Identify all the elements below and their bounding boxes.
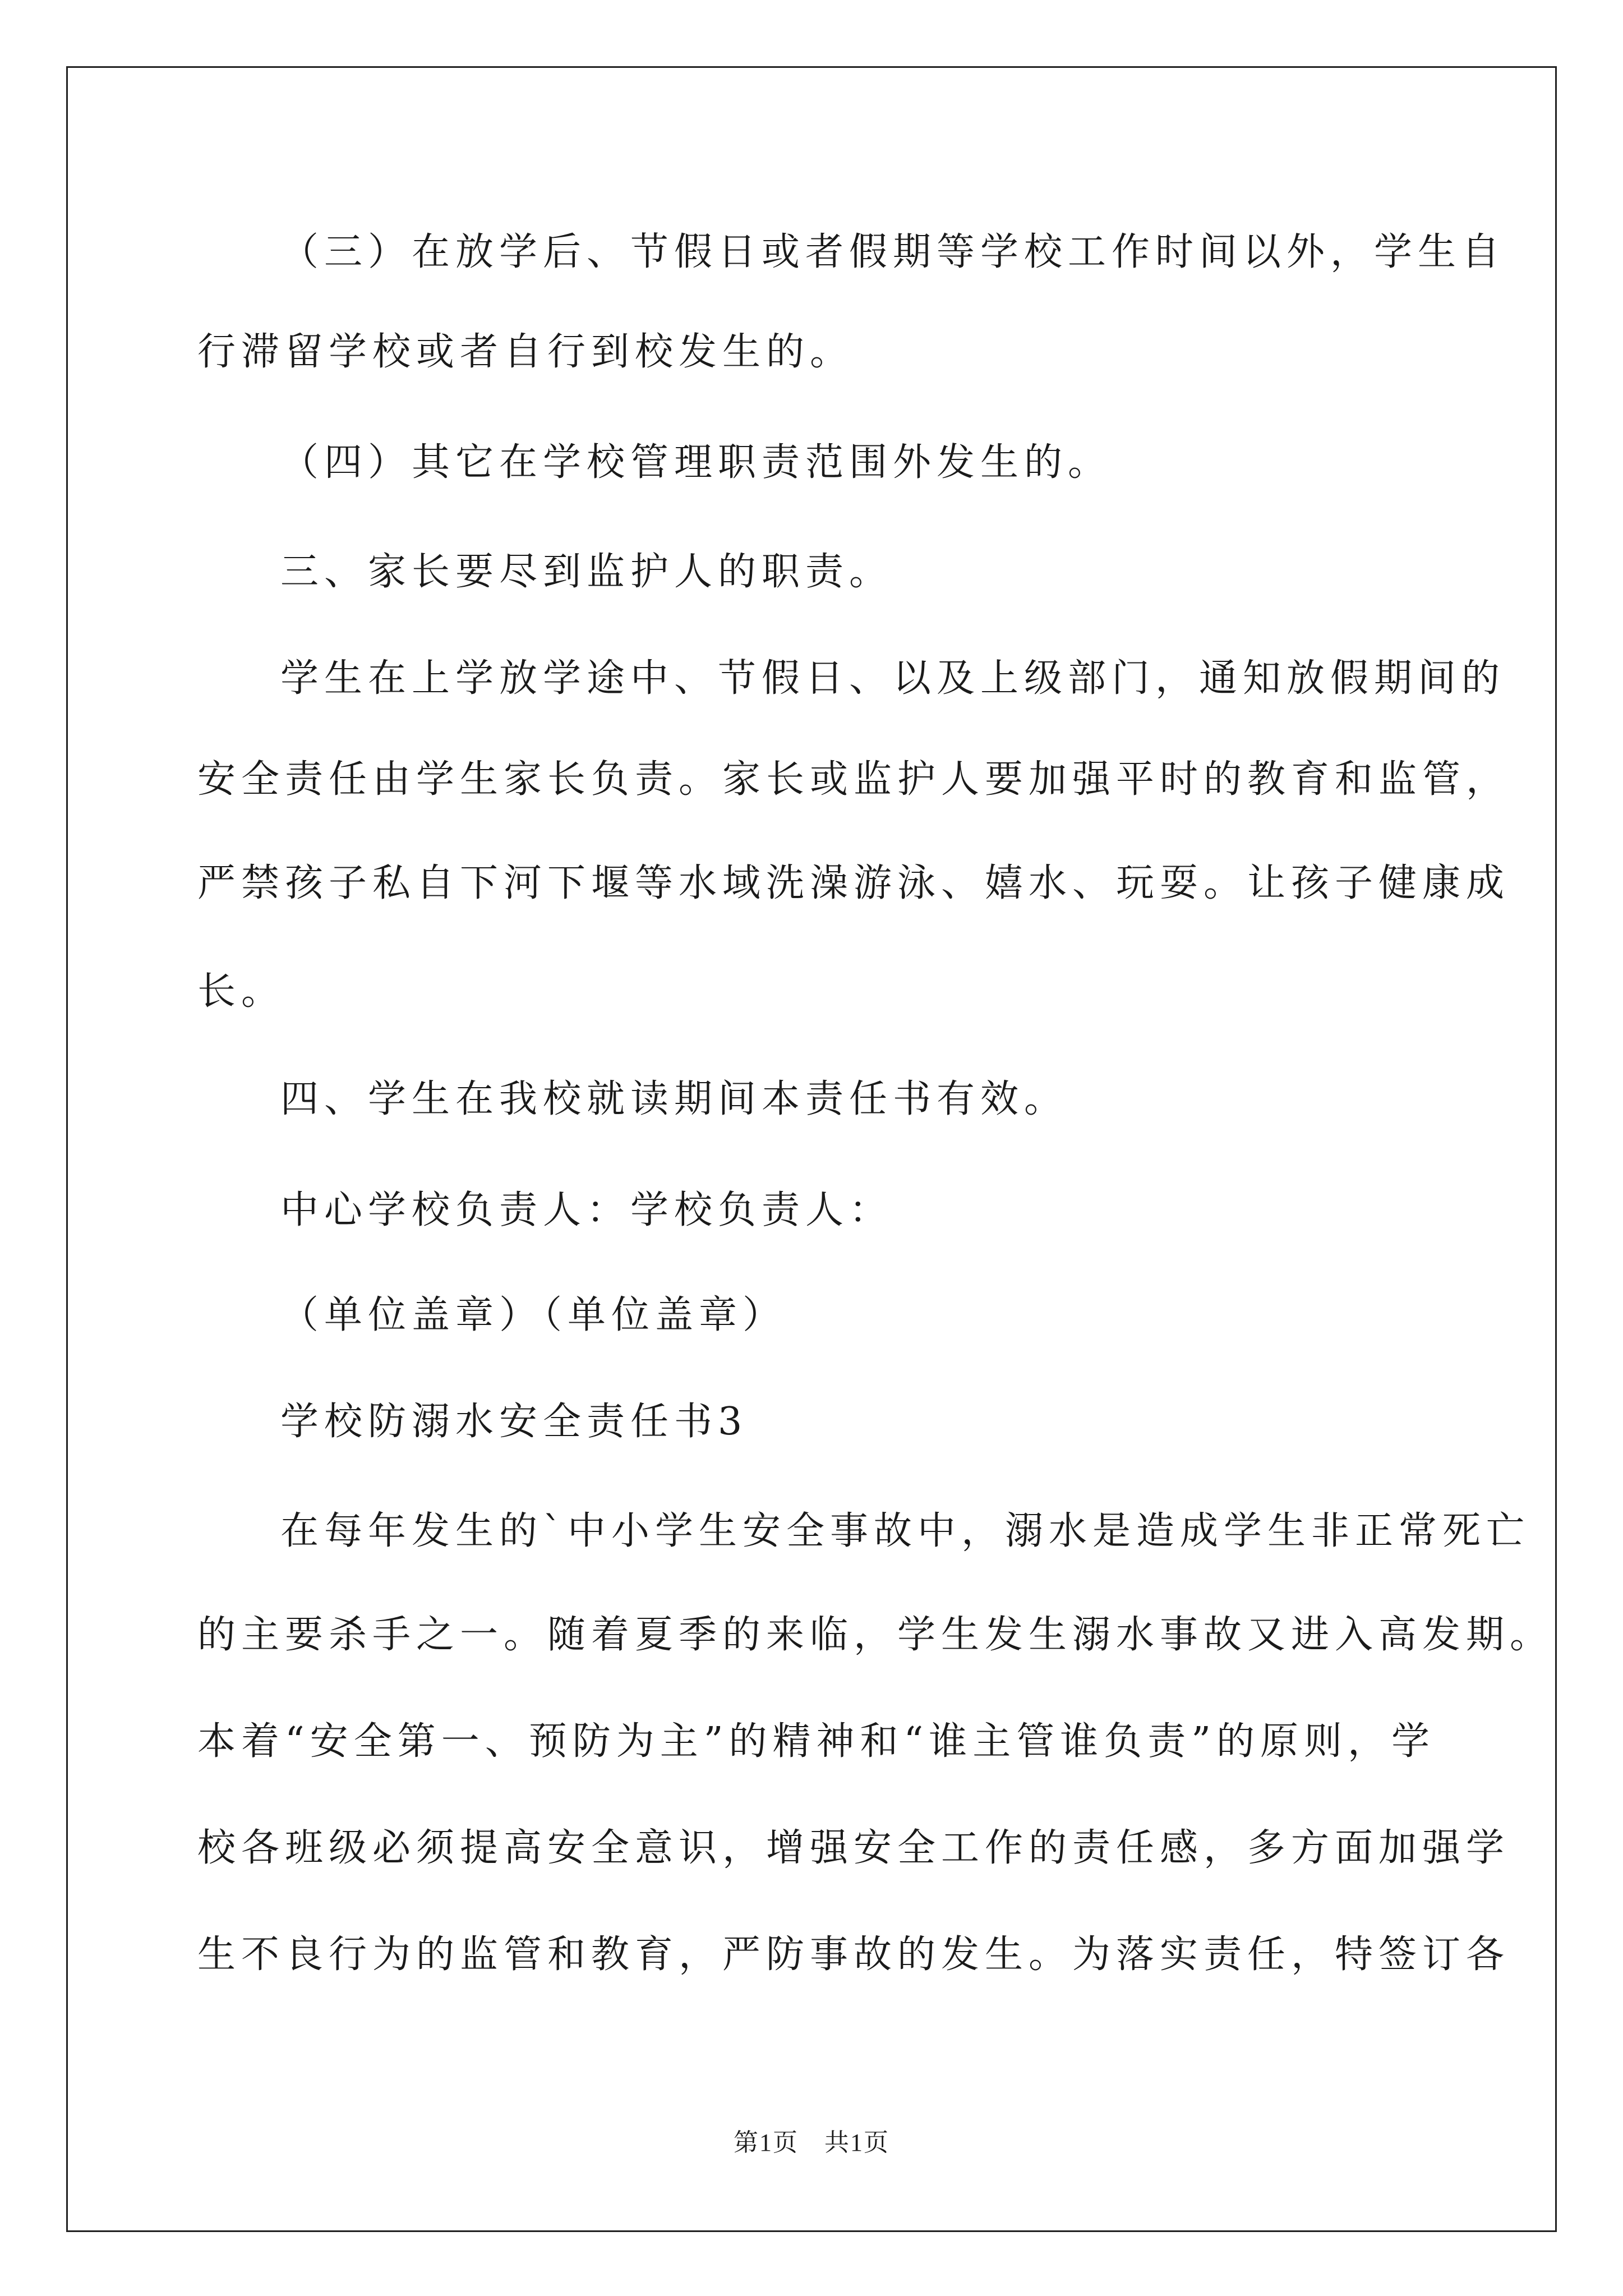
paragraph-line: 生不良行为的监管和教育，严防事故的发生。为落实责任，特签订各: [197, 1932, 1510, 1977]
paragraph-line: 严禁孩子私自下河下堰等水域洗澡游泳、嬉水、玩耍。让孩子健康成: [197, 861, 1510, 905]
paragraph-line: 校各班级必须提高安全意识，增强安全工作的责任感，多方面加强学: [197, 1826, 1510, 1870]
seal-line: （单位盖章）（单位盖章）: [280, 1293, 787, 1337]
signature-line: 中心学校负责人：学校负责人：: [280, 1188, 893, 1232]
paragraph-line: 本着“安全第一、预防为主”的精神和“谁主管谁负责”的原则，学: [197, 1719, 1436, 1764]
page-border: [66, 66, 1557, 2232]
section-heading: 三、家长要尽到监护人的职责。: [280, 550, 893, 594]
page-number: 第1页 共1页: [734, 2129, 889, 2156]
document-title: 学校防溺水安全责任书3: [280, 1400, 748, 1444]
paragraph-line: （三）在放学后、节假日或者假期等学校工作时间以外，学生自: [280, 230, 1506, 274]
paragraph-line: 长。: [197, 969, 285, 1014]
paragraph-line: 安全责任由学生家长负责。家长或监护人要加强平时的教育和监管，: [197, 757, 1510, 802]
paragraph-line: 学生在上学放学途中、节假日、以及上级部门，通知放假期间的: [280, 656, 1506, 701]
paragraph-line: 行滞留学校或者自行到校发生的。: [197, 330, 854, 374]
paragraph-line: 在每年发生的`中小学生安全事故中，溺水是造成学生非正常死亡: [280, 1509, 1530, 1553]
paragraph-line: 的主要杀手之一。随着夏季的来临，学生发生溺水事故又进入高发期。: [197, 1613, 1554, 1657]
paragraph-line: （四）其它在学校管理职责范围外发生的。: [280, 440, 1112, 485]
section-heading: 四、学生在我校就读期间本责任书有效。: [280, 1077, 1068, 1121]
